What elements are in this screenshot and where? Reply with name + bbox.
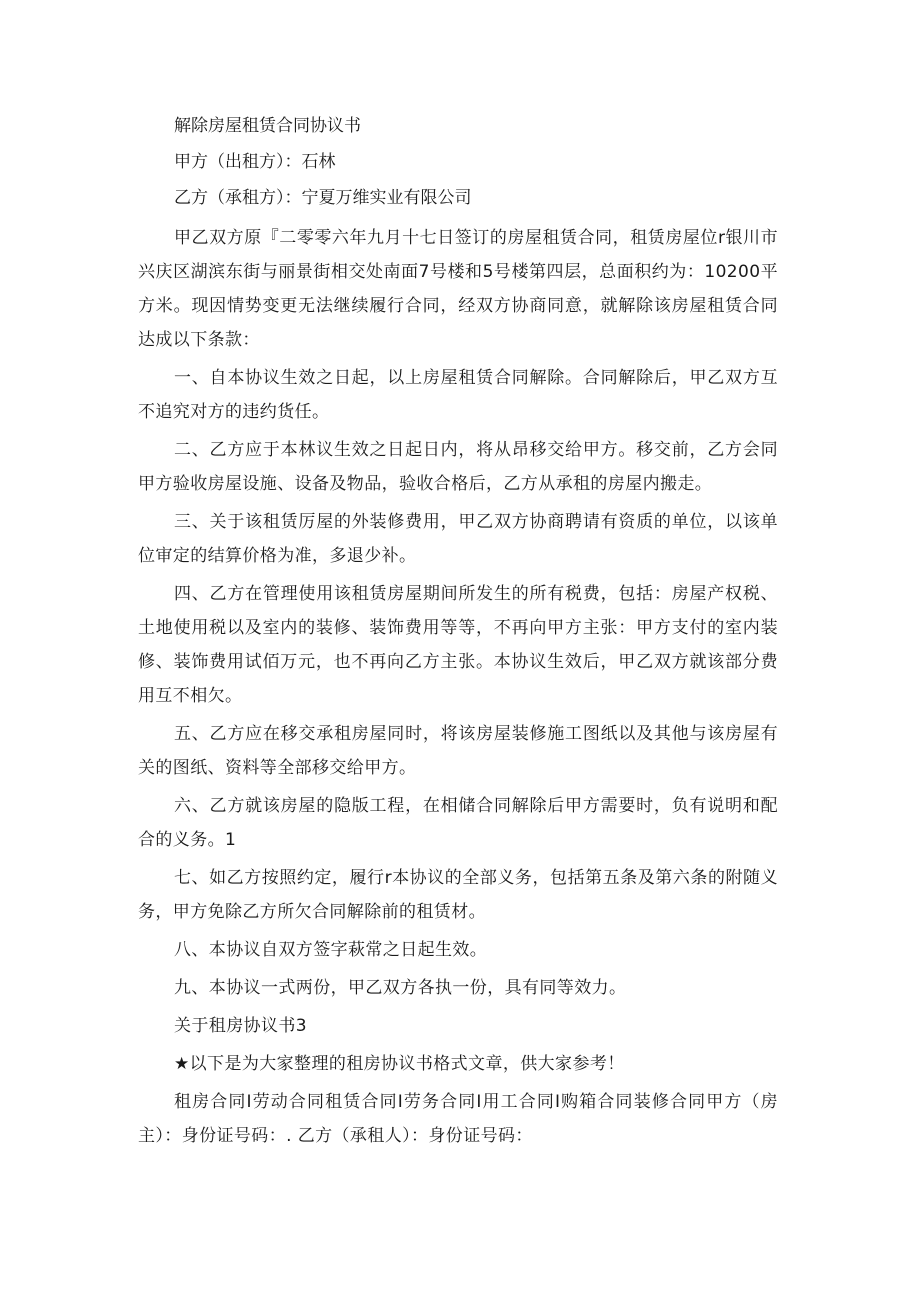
section2-text: 租房合同I劳动合同租赁合同I劳务合同I用工合同I购箱合同装修合同甲方（房主）：身份证号码：. 乙方（承租人）：身份证号码： — [138, 1092, 778, 1146]
clause-3: 三、关于该租赁厉屋的外装修费用，甲乙双方协商聘请有资质的单位，以该单位审定的结算价格为准，多退少补。 — [138, 512, 778, 566]
document-title: 解除房屋租赁合同协议书 — [174, 116, 361, 136]
clause-2: 二、乙方应于本林议生效之日起日内，将从昂移交给甲方。移交前，乙方会同甲方验收房屋设施、设备及物品，验收合格后，乙方从承租的房屋内搬走。 — [138, 440, 778, 494]
clause-8: 八、本协议自双方签字萩常之日起生效。 — [174, 940, 488, 960]
party-a: 甲方（出租方）：石林 — [174, 152, 336, 172]
clause-6: 六、乙方就该房屋的隐版工程，在相储合同解除后甲方需要时，负有说明和配合的义务。1 — [138, 796, 778, 850]
clause-9: 九、本协议一式两份，甲乙双方各执一份，具有同等效力。 — [174, 978, 627, 998]
section2-title: 关于租房协议书3 — [174, 1016, 308, 1036]
clause-1: 一、自本协议生效之日起，以上房屋租赁合同解除。合同解除后，甲乙双方互不追究对方的违约货任。 — [138, 368, 778, 422]
clause-7: 七、如乙方按照约定，履行r本协议的全部义务，包括第五条及第六条的附随义务，甲方免除乙方所欠合同解除前的租赁材。 — [138, 868, 778, 922]
party-b: 乙方（承租方）：宁夏万维实业有限公司 — [174, 188, 472, 208]
clause-4: 四、乙方在管理使用该租赁房屋期间所发生的所有税费，包括：房屋产权税、土地使用税以及室内的装修、装饰费用等等，不再向甲方主张：甲方支付的室内装修、装饰费用试佰万元，也不再向乙方主张。本协议生效后，甲乙双方就该部分费用互不相欠。 — [138, 584, 778, 706]
document-body — [138, 113, 778, 1153]
clause-5: 五、乙方应在移交承租房屋同时，将该房屋装修施工图纸以及其他与该房屋有关的图纸、资料等全部移交给甲方。 — [138, 724, 778, 778]
intro-paragraph: 甲乙双方原『二零零六年九月十七日签订的房屋租赁合同，租赁房屋位r银川市兴庆区湖滨东街与丽景街相交处南面7号楼和5号楼第四层，总面积约为：10200平方米。现因情势变更无法继续履行合同，经双方协商同意，就解除该房屋租赁合同达成以下条款： — [138, 228, 778, 350]
section2-note: ★以下是为大家整理的租房协议书格式文章，供大家参考！ — [174, 1054, 625, 1074]
